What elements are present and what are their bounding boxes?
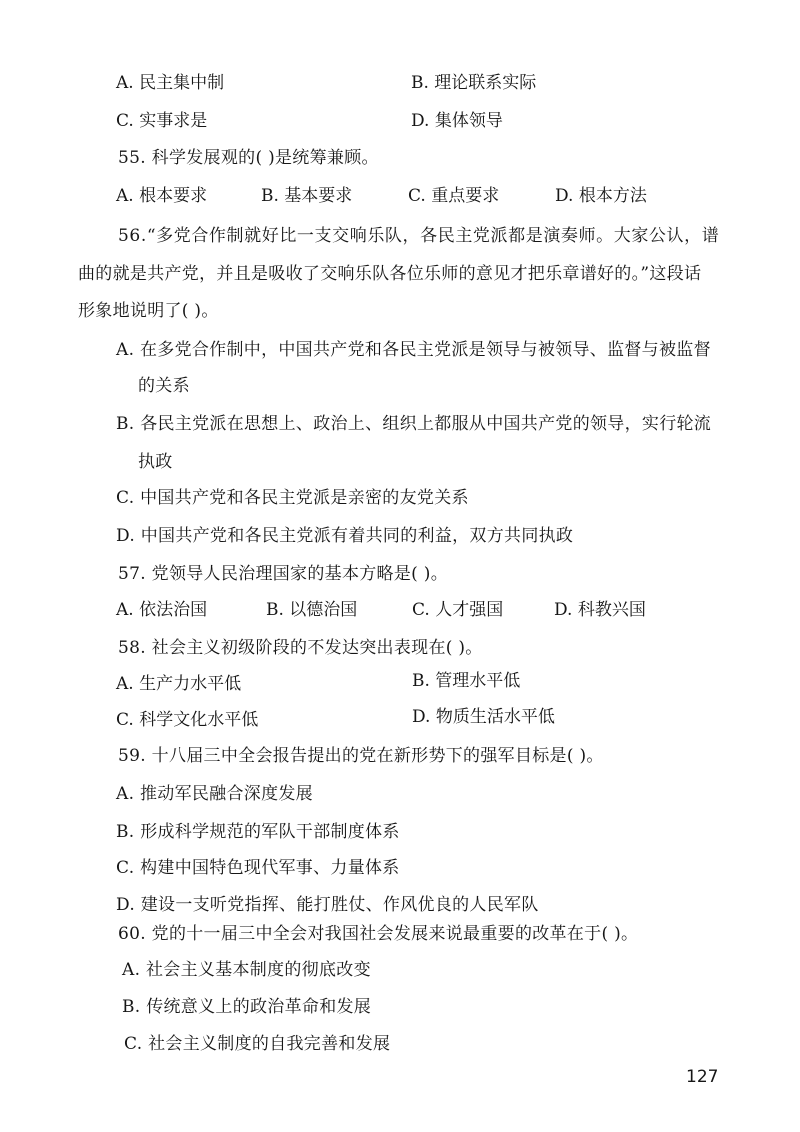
q54-option-d: D. 集体领导 bbox=[411, 111, 503, 131]
q59-option-d: D. 建设一支听党指挥、能打胜仗、作风优良的人民军队 bbox=[116, 895, 539, 915]
q56-option-a-line1: A. 在多党合作制中，中国共产党和各民主党派是领导与被领导、监督与被监督 bbox=[116, 340, 711, 360]
q56-option-a-line2: 的关系 bbox=[138, 376, 190, 396]
q56-stem-line2: 曲的就是共产党，并且是吸收了交响乐队各位乐师的意见才把乐章谱好的。”这段话 bbox=[78, 264, 702, 284]
q56-option-b-line1: B. 各民主党派在思想上、政治上、组织上都服从中国共产党的领导，实行轮流 bbox=[116, 414, 712, 434]
q59-option-c: C. 构建中国特色现代军事、力量体系 bbox=[116, 858, 400, 878]
q55-option-b: B. 基本要求 bbox=[261, 186, 353, 206]
q58-option-c: C. 科学文化水平低 bbox=[116, 710, 259, 730]
q57-option-d: D. 科教兴国 bbox=[554, 600, 646, 620]
q56-stem-line3: 形象地说明了( )。 bbox=[78, 301, 219, 321]
q54-option-a: A. 民主集中制 bbox=[116, 73, 225, 93]
q57-stem: 57. 党领导人民治理国家的基本方略是( )。 bbox=[118, 564, 449, 584]
q55-stem: 55. 科学发展观的( )是统筹兼顾。 bbox=[118, 148, 379, 168]
q60-option-b: B. 传统意义上的政治革命和发展 bbox=[122, 997, 372, 1017]
q57-option-b: B. 以德治国 bbox=[266, 600, 358, 620]
q57-option-a: A. 依法治国 bbox=[116, 600, 208, 620]
q59-option-a: A. 推动军民融合深度发展 bbox=[116, 784, 313, 804]
q55-option-a: A. 根本要求 bbox=[116, 186, 208, 206]
q56-option-d: D. 中国共产党和各民主党派有着共同的利益，双方共同执政 bbox=[116, 526, 574, 546]
q60-option-a: A. 社会主义基本制度的彻底改变 bbox=[122, 960, 371, 980]
q60-stem: 60. 党的十一届三中全会对我国社会发展来说最重要的改革在于( )。 bbox=[118, 924, 639, 944]
q59-stem: 59. 十八届三中全会报告提出的党在新形势下的强军目标是( )。 bbox=[118, 746, 604, 766]
q55-option-c: C. 重点要求 bbox=[408, 186, 500, 206]
q58-option-d: D. 物质生活水平低 bbox=[412, 707, 555, 727]
q54-option-c: C. 实事求是 bbox=[116, 111, 208, 131]
q56-option-b-line2: 执政 bbox=[138, 452, 173, 472]
q60-option-c: C. 社会主义制度的自我完善和发展 bbox=[124, 1034, 391, 1054]
q56-stem-line1: 56.“多党合作制就好比一支交响乐队，各民主党派都是演奏师。大家公认，谱 bbox=[118, 226, 720, 246]
q57-option-c: C. 人才强国 bbox=[412, 600, 504, 620]
q58-option-b: B. 管理水平低 bbox=[412, 671, 521, 691]
q58-stem: 58. 社会主义初级阶段的不发达突出表现在( )。 bbox=[118, 638, 483, 658]
page-number: 127 bbox=[686, 1067, 719, 1087]
q55-option-d: D. 根本方法 bbox=[555, 186, 647, 206]
q56-option-c: C. 中国共产党和各民主党派是亲密的友党关系 bbox=[116, 488, 469, 508]
q54-option-b: B. 理论联系实际 bbox=[411, 73, 537, 93]
q59-option-b: B. 形成科学规范的军队干部制度体系 bbox=[116, 822, 400, 842]
q58-option-a: A. 生产力水平低 bbox=[116, 674, 242, 694]
